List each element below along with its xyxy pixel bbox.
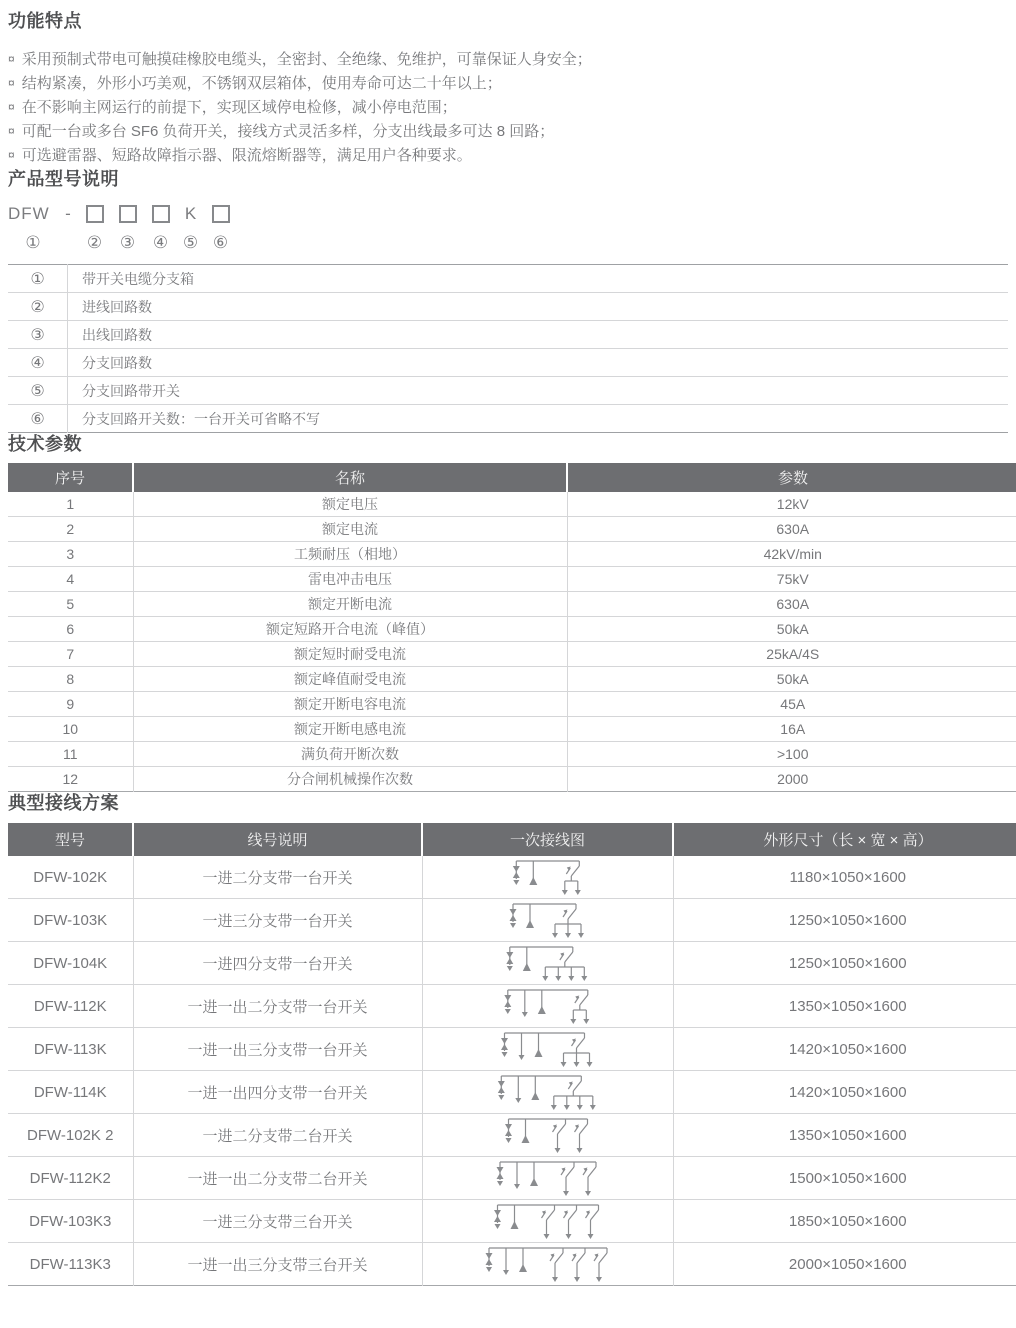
feature-text: 可选避雷器、短路故障指示器、限流熔断器等，满足用户各种要求。 xyxy=(21,147,472,164)
wiring-diagram-cell xyxy=(422,985,673,1028)
wiring-desc-cell: 一进一出三分支带一台开关 xyxy=(133,1028,422,1071)
single-line-diagram xyxy=(458,1158,638,1198)
wiring-desc-cell: 一进一出二分支带一台开关 xyxy=(133,985,422,1028)
wiring-desc-cell: 一进三分支带一台开关 xyxy=(133,899,422,942)
single-line-diagram xyxy=(458,943,638,983)
wiring-desc-cell: 一进三分支带三台开关 xyxy=(133,1200,422,1243)
tech-index-cell: 2 xyxy=(8,517,133,542)
model-row-number: ③ xyxy=(8,321,68,349)
wiring-dims-cell: 1420×1050×1600 xyxy=(673,1071,1016,1114)
model-number-row xyxy=(8,232,1008,254)
model-row-number: ② xyxy=(8,293,68,321)
single-line-diagram xyxy=(458,1029,638,1069)
table-row xyxy=(8,856,1016,899)
tech-value-cell: 25kA/4S xyxy=(567,642,1016,667)
tech-name-cell: 工频耐压（相地） xyxy=(133,542,567,567)
wiring-header-cell: 线号说明 xyxy=(133,823,422,856)
model-row-desc: 带开关电缆分支箱 xyxy=(68,265,1009,293)
feature-bullet: ¤ xyxy=(8,52,15,66)
table-row xyxy=(8,567,1016,592)
model-code-part: - xyxy=(65,204,71,223)
tech-value-cell: 2000 xyxy=(567,767,1016,792)
wiring-diagram-cell xyxy=(422,1200,673,1243)
tech-value-cell: 75kV xyxy=(567,567,1016,592)
model-row-number: ④ xyxy=(8,349,68,377)
wiring-table xyxy=(8,823,1016,1286)
wiring-desc-cell: 一进二分支带二台开关 xyxy=(133,1114,422,1157)
wiring-dims-cell: 1350×1050×1600 xyxy=(673,1114,1016,1157)
wiring-model-cell: DFW-103K xyxy=(8,899,133,942)
feature-bullet: ¤ xyxy=(8,76,15,90)
table-row xyxy=(8,667,1016,692)
single-line-diagram xyxy=(458,857,638,897)
wiring-header-row xyxy=(8,823,1016,856)
tech-index-cell: 10 xyxy=(8,717,133,742)
table-row xyxy=(8,617,1016,642)
wiring-model-cell: DFW-112K2 xyxy=(8,1157,133,1200)
feature-item xyxy=(8,144,1008,168)
model-code-part xyxy=(204,205,237,223)
tech-table xyxy=(8,463,1016,792)
wiring-dims-cell: 1250×1050×1600 xyxy=(673,942,1016,985)
table-row xyxy=(8,985,1016,1028)
tech-name-cell: 额定短时耐受电流 xyxy=(133,642,567,667)
feature-item xyxy=(8,120,1008,144)
feature-text: 可配一台或多台 SF6 负荷开关，接线方式灵活多样，分支出线最多可达 8 回路； xyxy=(21,123,555,140)
model-row-desc: 分支回路数 xyxy=(68,349,1009,377)
model-row-desc: 分支回路带开关 xyxy=(68,377,1009,405)
tech-name-cell: 分合闸机械操作次数 xyxy=(133,767,567,792)
tech-value-cell: 630A xyxy=(567,517,1016,542)
model-title: 产品型号说明 xyxy=(8,169,119,189)
single-line-diagram xyxy=(458,986,638,1026)
wiring-diagram-cell xyxy=(422,1028,673,1071)
wiring-model-cell: DFW-114K xyxy=(8,1071,133,1114)
tech-name-cell: 满负荷开断次数 xyxy=(133,742,567,767)
tech-header-cell: 参数 xyxy=(567,463,1016,492)
wiring-diagram-cell xyxy=(422,899,673,942)
table-row xyxy=(8,265,1008,293)
feature-bullet: ¤ xyxy=(8,100,15,114)
model-placeholder-box xyxy=(86,205,104,223)
model-circle-number: ③ xyxy=(119,233,136,252)
table-row xyxy=(8,642,1016,667)
wiring-title: 典型接线方案 xyxy=(8,793,119,813)
model-row-number: ⑥ xyxy=(8,405,68,433)
features-list xyxy=(8,48,1008,168)
wiring-model-cell: DFW-113K3 xyxy=(29,1255,111,1273)
model-circle-number: ② xyxy=(86,233,103,252)
tech-name-cell: 额定开断电感电流 xyxy=(133,717,567,742)
tech-name-cell: 额定电流 xyxy=(133,517,567,542)
wiring-desc-cell: 一进一出四分支带一台开关 xyxy=(133,1071,422,1114)
single-line-diagram xyxy=(458,900,638,940)
wiring-diagram-cell xyxy=(422,1157,673,1200)
table-row xyxy=(8,592,1016,617)
model-circle-number: ④ xyxy=(152,233,169,252)
tech-name-cell: 额定短路开合电流（峰值） xyxy=(133,617,567,642)
tech-title: 技术参数 xyxy=(8,434,82,454)
tech-index-cell: 7 xyxy=(8,642,133,667)
wiring-model-cell: DFW-103K3 xyxy=(8,1200,133,1243)
tech-name-cell: 额定开断电流 xyxy=(133,592,567,617)
tech-value-cell: 50kA xyxy=(567,617,1016,642)
tech-value-cell: 50kA xyxy=(567,667,1016,692)
model-code-part xyxy=(111,205,144,223)
wiring-diagram-cell xyxy=(422,1243,673,1286)
wiring-model-cell: DFW-102K xyxy=(8,856,133,899)
model-circle-number: ① xyxy=(25,233,41,252)
tech-index-cell: 11 xyxy=(8,742,133,767)
wiring-model-cell: DFW-113K xyxy=(8,1028,133,1071)
wiring-model-cell: DFW-102K 2 xyxy=(8,1114,133,1157)
wiring-header-cell: 外形尺寸（长 × 宽 × 高） xyxy=(673,823,1016,856)
wiring-desc-cell: 一进一出二分支带二台开关 xyxy=(133,1157,422,1200)
table-row xyxy=(8,405,1008,433)
table-row xyxy=(8,899,1016,942)
wiring-desc-cell: 一进四分支带一台开关 xyxy=(133,942,422,985)
tech-index-cell: 6 xyxy=(8,617,133,642)
wiring-diagram-cell xyxy=(422,856,673,899)
model-placeholder-box xyxy=(212,205,230,223)
wiring-header-cell: 一次接线图 xyxy=(422,823,673,856)
table-row xyxy=(8,492,1016,517)
table-row xyxy=(8,349,1008,377)
wiring-desc-cell: 一进一出三分支带三台开关 xyxy=(133,1243,422,1286)
tech-value-cell: >100 xyxy=(567,742,1016,767)
model-circle-number: ⑥ xyxy=(212,233,229,252)
feature-bullet: ¤ xyxy=(8,148,15,162)
model-row-desc: 分支回路开关数：一台开关可省略不写 xyxy=(82,410,320,427)
wiring-dims-cell: 1250×1050×1600 xyxy=(673,899,1016,942)
single-line-diagram xyxy=(458,1244,638,1284)
wiring-dims-cell: 1420×1050×1600 xyxy=(673,1028,1016,1071)
feature-bullet: ¤ xyxy=(8,124,15,138)
wiring-diagram-cell xyxy=(422,942,673,985)
table-row xyxy=(8,717,1016,742)
wiring-diagram-cell xyxy=(422,1114,673,1157)
table-row xyxy=(8,767,1016,792)
table-row xyxy=(8,542,1016,567)
wiring-dims-cell: 2000×1050×1600 xyxy=(673,1243,1016,1286)
model-row-desc: 出线回路数 xyxy=(68,321,1009,349)
wiring-model-cell: DFW-104K xyxy=(8,942,133,985)
feature-text: 采用预制式带电可触摸硅橡胶电缆头，全密封、全绝缘、免维护，可靠保证人身安全； xyxy=(21,51,592,68)
table-row xyxy=(8,1114,1016,1157)
table-row xyxy=(8,1028,1016,1071)
feature-item xyxy=(8,72,1008,96)
table-row xyxy=(8,942,1016,985)
wiring-model-cell: DFW-112K xyxy=(8,985,133,1028)
model-code-line xyxy=(8,203,1008,225)
tech-value-cell: 45A xyxy=(567,692,1016,717)
table-row xyxy=(8,742,1016,767)
tech-value-cell: 12kV xyxy=(567,492,1016,517)
table-row xyxy=(8,692,1016,717)
wiring-desc-cell: 一进二分支带一台开关 xyxy=(133,856,422,899)
features-title: 功能特点 xyxy=(8,11,82,31)
tech-name-cell: 雷电冲击电压 xyxy=(133,567,567,592)
feature-text: 结构紧凑，外形小巧美观，不锈钢双层箱体，使用寿命可达二十年以上； xyxy=(21,75,502,92)
tech-header-row xyxy=(8,463,1016,492)
single-line-diagram xyxy=(458,1201,638,1241)
model-row-number: ① xyxy=(8,265,68,293)
model-row-number: ⑤ xyxy=(8,377,68,405)
wiring-dims-cell: 1350×1050×1600 xyxy=(673,985,1016,1028)
table-row xyxy=(8,517,1016,542)
table-row xyxy=(8,377,1008,405)
feature-item xyxy=(8,48,1008,72)
table-row xyxy=(8,321,1008,349)
model-circle-number: ⑤ xyxy=(182,233,199,252)
tech-index-cell: 4 xyxy=(8,567,133,592)
tech-index-cell: 1 xyxy=(8,492,133,517)
tech-index-cell: 8 xyxy=(8,667,133,692)
table-row xyxy=(8,1243,1016,1286)
model-placeholder-box xyxy=(119,205,137,223)
feature-item xyxy=(8,96,1008,120)
wiring-diagram-cell xyxy=(422,1071,673,1114)
tech-value-cell: 42kV/min xyxy=(567,542,1016,567)
tech-index-cell: 9 xyxy=(8,692,133,717)
wiring-header-cell: 型号 xyxy=(8,823,133,856)
table-row xyxy=(8,1071,1016,1114)
model-placeholder-box xyxy=(152,205,170,223)
feature-text: 在不影响主网运行的前提下，实现区域停电检修，减小停电范围； xyxy=(21,99,457,116)
model-code-part xyxy=(78,205,111,223)
tech-name-cell: 额定峰值耐受电流 xyxy=(133,667,567,692)
table-row xyxy=(8,1157,1016,1200)
single-line-diagram xyxy=(458,1072,638,1112)
tech-header-cell: 名称 xyxy=(133,463,567,492)
model-row-desc: 进线回路数 xyxy=(68,293,1009,321)
tech-index-cell: 12 xyxy=(62,771,79,787)
model-code-part: DFW xyxy=(8,204,50,223)
wiring-dims-cell: 1850×1050×1600 xyxy=(673,1200,1016,1243)
wiring-dims-cell: 1180×1050×1600 xyxy=(673,856,1016,899)
tech-index-cell: 3 xyxy=(8,542,133,567)
wiring-dims-cell: 1500×1050×1600 xyxy=(673,1157,1016,1200)
model-table xyxy=(8,264,1008,433)
tech-name-cell: 额定电压 xyxy=(133,492,567,517)
table-row xyxy=(8,293,1008,321)
tech-index-cell: 5 xyxy=(8,592,133,617)
tech-value-cell: 16A xyxy=(567,717,1016,742)
tech-header-cell: 序号 xyxy=(8,463,133,492)
single-line-diagram xyxy=(458,1115,638,1155)
tech-name-cell: 额定开断电容电流 xyxy=(133,692,567,717)
tech-value-cell: 630A xyxy=(567,592,1016,617)
model-code-part xyxy=(144,205,177,223)
model-code-part: K xyxy=(184,204,197,223)
table-row xyxy=(8,1200,1016,1243)
